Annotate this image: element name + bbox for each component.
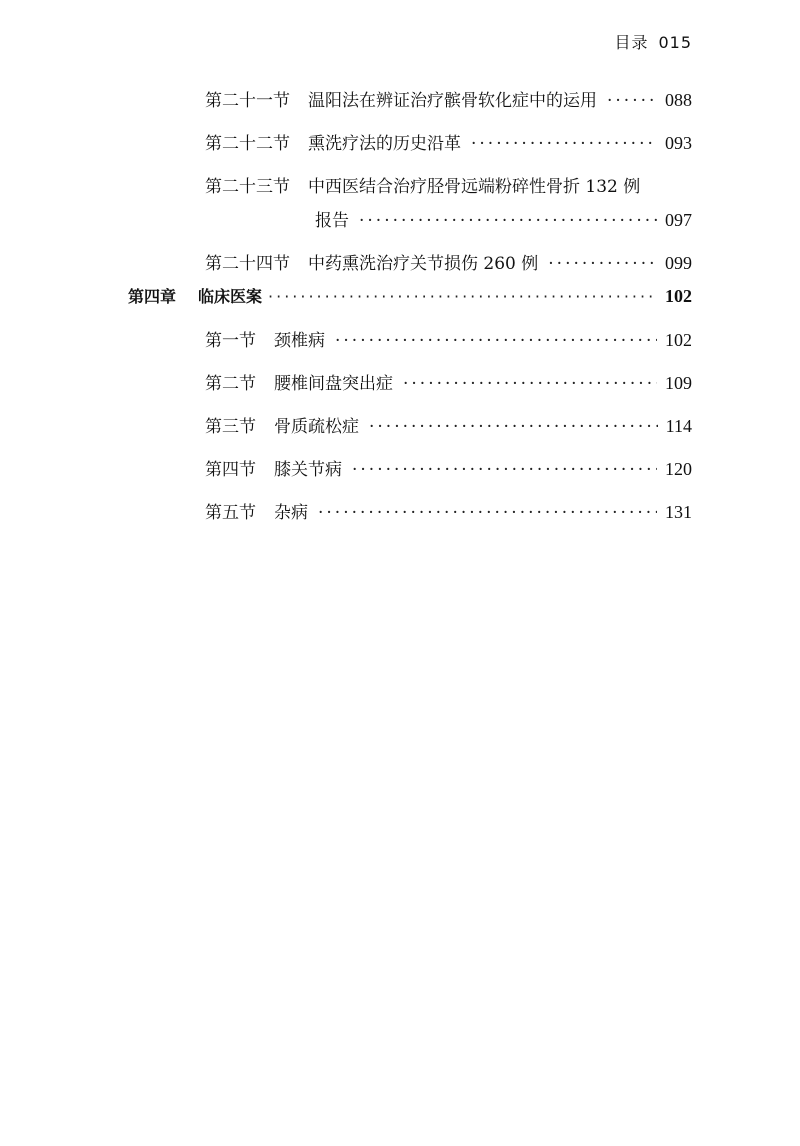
toc-entry[interactable] bbox=[205, 412, 692, 437]
toc-entry[interactable] bbox=[205, 129, 692, 154]
dot-leader bbox=[369, 417, 658, 437]
dot-leader bbox=[318, 503, 657, 523]
dot-leader bbox=[471, 134, 657, 154]
toc-entry-title: 骨质疏松症 bbox=[274, 417, 359, 437]
dot-leader bbox=[403, 374, 657, 394]
toc-entry-page: 114 bbox=[665, 416, 692, 436]
toc-entry-number: 第三节 bbox=[205, 417, 256, 437]
toc-chapter-entry[interactable] bbox=[128, 284, 692, 307]
header-section-label: 目录 bbox=[614, 33, 649, 52]
toc-entry-number: 第一节 bbox=[205, 331, 256, 351]
chapter-title: 临床医案 bbox=[198, 287, 263, 306]
dot-leader bbox=[359, 211, 657, 231]
toc-entry-page: 131 bbox=[665, 502, 692, 522]
toc-entry-title: 膝关节病 bbox=[274, 460, 342, 480]
toc-entry-title: 杂病 bbox=[274, 503, 308, 523]
chapter-page: 102 bbox=[665, 286, 692, 306]
toc-entry-title-continuation: 报告 bbox=[315, 211, 349, 231]
toc-entry[interactable] bbox=[205, 172, 692, 197]
toc-entry-title: 腰椎间盘突出症 bbox=[274, 374, 393, 394]
toc-entry-number: 第二十二节 bbox=[205, 134, 290, 154]
chapter-number: 第四章 bbox=[128, 287, 177, 306]
toc-entry[interactable] bbox=[205, 249, 692, 274]
toc-entry-page: 093 bbox=[665, 133, 692, 153]
toc-entry-number: 第二节 bbox=[205, 374, 256, 394]
dot-leader bbox=[607, 91, 657, 111]
toc-entry[interactable] bbox=[205, 455, 692, 480]
toc-entry-title: 温阳法在辨证治疗髌骨软化症中的运用 bbox=[308, 91, 597, 111]
dot-leader bbox=[548, 254, 657, 274]
toc-entry-page: 088 bbox=[665, 90, 692, 110]
dot-leader bbox=[335, 331, 657, 351]
running-header bbox=[614, 30, 692, 53]
dot-leader bbox=[352, 460, 657, 480]
toc-entry[interactable] bbox=[205, 86, 692, 111]
toc-entry[interactable] bbox=[205, 326, 692, 351]
toc-entry[interactable] bbox=[205, 498, 692, 523]
toc-entry-page: 102 bbox=[665, 330, 692, 350]
header-page-number: 015 bbox=[658, 33, 692, 52]
toc-entry-number: 第二十三节 bbox=[205, 177, 290, 197]
toc-entry-title: 颈椎病 bbox=[274, 331, 325, 351]
toc-entry-title: 熏洗疗法的历史沿革 bbox=[308, 134, 461, 154]
toc-entry-title: 中西医结合治疗胫骨远端粉碎性骨折 132 例 bbox=[308, 177, 641, 197]
dot-leader bbox=[268, 287, 657, 306]
toc-entry-page: 120 bbox=[665, 459, 692, 479]
toc-entry-page: 097 bbox=[665, 210, 692, 230]
toc-entry-title: 中药熏洗治疗关节损伤 260 例 bbox=[308, 254, 539, 274]
toc-entry-number: 第二十一节 bbox=[205, 91, 290, 111]
toc-entry[interactable] bbox=[205, 369, 692, 394]
toc-entry-number: 第四节 bbox=[205, 460, 256, 480]
toc-entry-continuation[interactable] bbox=[315, 206, 692, 231]
toc-entry-number: 第五节 bbox=[205, 503, 256, 523]
toc-entry-page: 109 bbox=[665, 373, 692, 393]
toc-entry-page: 099 bbox=[665, 253, 692, 273]
toc-entry-number: 第二十四节 bbox=[205, 254, 290, 274]
